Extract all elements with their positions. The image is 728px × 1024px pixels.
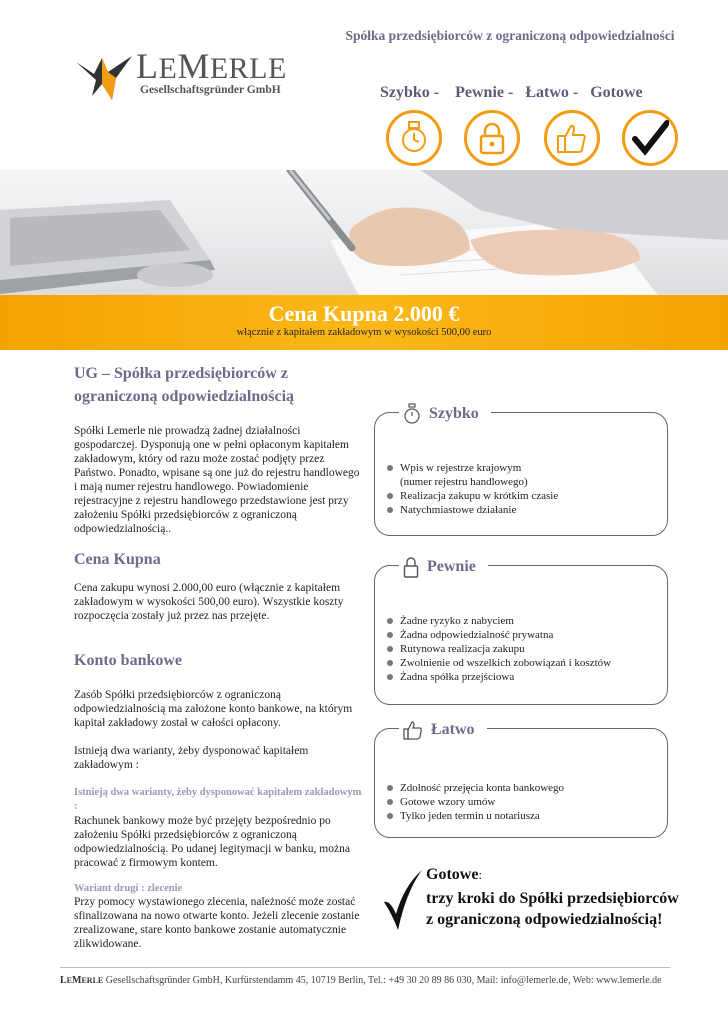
wariant2-subheading: Wariant drugi : zlecenie	[74, 883, 183, 894]
list-item: Zdolność przejęcia konta bankowego	[387, 781, 564, 795]
slogan-szybko: Szybko -	[380, 84, 440, 101]
cena-heading: Cena Kupna	[74, 551, 161, 568]
price-title: Cena Kupna 2.000 €	[268, 301, 460, 326]
wariant1-subheading: Istnieją dwa warianty, żeby dysponować kapitałem zakładowym :	[74, 787, 362, 812]
szybko-tab	[399, 399, 491, 429]
latwo-box	[374, 721, 668, 838]
hero-image	[0, 170, 728, 298]
thumbs-up-icon	[403, 720, 423, 740]
latwo-list	[387, 781, 564, 823]
footer-divider	[60, 967, 670, 968]
intro-paragraph: Spółki Lemerle nie prowadzą żadnej działalności gospodarczej. Dysponują one w pełni opłaconym kapitałem zakładowym, który od razu może zostać podjęty przez Państwo. Ponadto, wpisane są one już do rejestru handlowego i mają numer rejestru handlowego. Powiadomienie rejestracyjne z rejestru handlowego przedstawione jest przy założeniu Spółki przedsiębiorców z ograniczoną odpowiedzialnością..	[74, 425, 360, 535]
list-item: Rutynowa realizacja zakupu	[387, 642, 611, 656]
szybko-label: Szybko	[429, 405, 479, 422]
stopwatch-icon	[399, 121, 429, 155]
szybko-list	[387, 461, 558, 517]
latwo-tab	[399, 715, 487, 745]
list-item: Realizacja zakupu w krótkim czasie	[387, 489, 558, 503]
lock-icon	[403, 556, 419, 578]
bird-logo-icon	[72, 48, 136, 104]
footer-text: Gesellschaftsgründer GmbH, Kurfürstendamm 45, 10719 Berlin, Tel.: +49 30 20 89 86 030, Mail: info@lemerle.de, Web: www.lemerle.de	[105, 975, 662, 986]
footer-brand: LEMERLE	[60, 975, 104, 986]
cena-paragraph: Cena zakupu wynosi 2.000,00 euro (włącznie z kapitałem zakładowym w wysokości 500,00 euro). Wszystkie koszty rozpoczęcia zostały już przez nas przejęte.	[74, 582, 344, 622]
slogan-latwo: Łatwo -	[525, 84, 579, 101]
footer	[60, 975, 680, 986]
pewnie-tab	[399, 552, 488, 582]
slogan-pewnie: Pewnie -	[455, 84, 514, 101]
list-item: Żadna spółka przejściowa	[387, 670, 611, 684]
list-item: Żadne ryzyko z nabyciem	[387, 614, 611, 628]
list-item: Zwolnienie od wszelkich zobowiązań i kosztów	[387, 656, 611, 670]
logo-subtitle: Gesellschaftsgründer GmbH	[140, 84, 281, 96]
list-item: Wpis w rejestrze krajowym (numer rejestru handlowego)	[387, 461, 558, 489]
company-logo	[72, 48, 312, 108]
main-heading: UG – Spółka przedsiębiorców z ograniczoną odpowiedzialnością	[74, 365, 295, 405]
pewnie-list	[387, 614, 611, 684]
warianty-paragraph: Istnieją dwa warianty, żeby dysponować kapitałem zakładowym :	[74, 745, 309, 771]
price-banner	[0, 295, 728, 350]
list-item: Gotowe wzory umów	[387, 795, 564, 809]
top-tagline: Spółka przedsiębiorców z ograniczoną odpowiedzialności	[345, 28, 675, 43]
logo-wordmark: LEMERLE	[136, 46, 287, 86]
latwo-label: Łatwo	[431, 721, 475, 738]
stopwatch-icon	[403, 403, 421, 425]
gotowe-text: trzy kroki do Spółki przedsiębiorców z ograniczoną odpowiedzialnością!	[426, 890, 679, 928]
wariant2-paragraph: Przy pomocy wystawionego zlecenia, należność może zostać sfinalizowana na nowo otwarte konto. Jeżeli zlecenie zostanie zrealizowane, stare konto bankowe zostanie automatycznie zlikwidowane.	[74, 896, 360, 950]
pewnie-box	[374, 558, 668, 705]
slogan	[380, 84, 680, 102]
list-item: Natychmiastowe działanie	[387, 503, 558, 517]
konto-paragraph: Zasób Spółki przedsiębiorców z ograniczoną odpowiedzialnością ma założone konto bankowe, na którym kapitał zakładowy został w całości opłacony.	[74, 689, 353, 729]
price-subtitle: włącznie z kapitałem zakładowym w wysokości 500,00 euro	[236, 327, 492, 338]
lock-icon	[478, 121, 506, 155]
szybko-box	[374, 405, 668, 536]
konto-heading: Konto bankowe	[74, 652, 183, 669]
lock-circle	[464, 110, 520, 166]
thumbs-up-icon	[556, 122, 588, 154]
list-item: Tylko jeden termin u notariusza	[387, 809, 564, 823]
slogan-gotowe: Gotowe	[590, 84, 643, 101]
checkmark-circle	[622, 110, 678, 166]
rachunek-paragraph: Rachunek bankowy może być przejęty bezpośrednio po założeniu Spółki przedsiębiorców z ograniczoną odpowiedzialnością. Po udanej legitymacji w banku, można pracować z firmowym kontem.	[74, 815, 350, 869]
thumbs-up-circle	[544, 110, 600, 166]
checkmark-icon	[380, 866, 424, 936]
pewnie-label: Pewnie	[427, 558, 476, 575]
stopwatch-circle	[386, 110, 442, 166]
gotowe-title: Gotowe:	[426, 866, 483, 883]
checkmark-icon	[631, 119, 669, 157]
hero-illustration	[0, 170, 728, 298]
list-item: Żadna odpowiedzialność prywatna	[387, 628, 611, 642]
